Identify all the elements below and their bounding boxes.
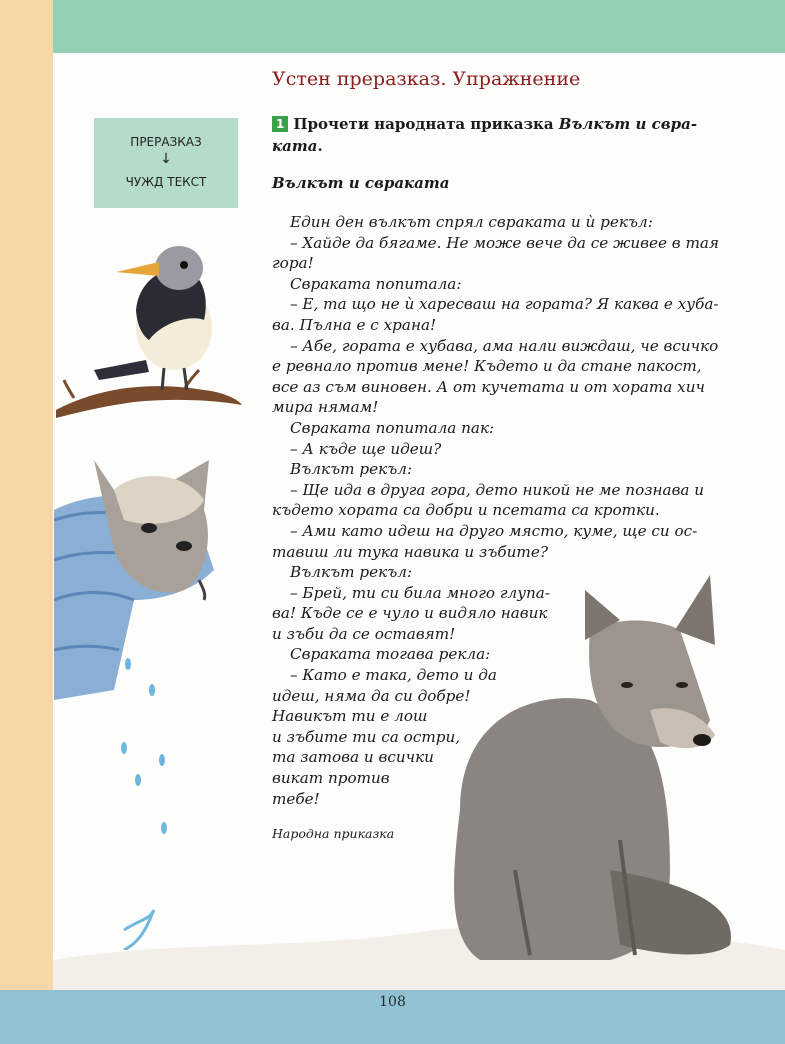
story-line: – Като е така, дето и да <box>290 666 497 685</box>
story-line: Свраката попитала пак: <box>290 418 495 437</box>
story-author: Народна приказка <box>272 826 395 841</box>
story-line: – Абе, гората е хубава, ама нали виждаш, че всичко <box>290 336 719 355</box>
story-line: мира нямам! <box>272 398 379 417</box>
top-band <box>53 0 785 53</box>
story-line: все аз съм виновен. А от кучетата и от хората хич <box>272 377 705 396</box>
story-line: тавиш ли тука навика и зъбите? <box>272 542 548 561</box>
story-line: викат против <box>272 769 390 788</box>
story-line: – Ами като идеш на друго място, куме, ще си ос- <box>290 521 698 540</box>
story-line: тебе! <box>272 789 320 808</box>
story-line: – А къде ще идеш? <box>290 439 442 458</box>
task-period: . <box>317 137 323 155</box>
task-story-name-2: ката <box>272 137 318 155</box>
story-line: ва! Къде се е чуло и видяло навик <box>272 604 548 623</box>
story-line: гора! <box>272 254 314 273</box>
story-line: ва. Пълна е с храна! <box>272 315 437 334</box>
story-line: и зъби да се оставят! <box>272 624 456 643</box>
label-line-foreign-text: ЧУЖД ТЕКСТ <box>125 175 207 189</box>
page-number: 108 <box>379 994 406 1010</box>
story-line: Един ден вълкът спрял свраката и ѝ рекъл: <box>290 213 653 231</box>
story-line: – Ще ида в друга гора, дето никой не ме познава и <box>290 480 705 499</box>
story-line: идеш, няма да си добре! <box>272 686 471 705</box>
story-line: – Хайде да бягаме. Не може вече да се живее в тая <box>290 233 719 252</box>
story-title: Вълкът и свраката <box>272 174 450 192</box>
section-title: Устен преразказ. Упражнение <box>272 68 581 90</box>
story-line: Вълкът рекъл: <box>290 460 413 479</box>
story-line: е ревнало против мене! Където и да стане пакост, <box>272 357 702 376</box>
task-story-name-1: Вълкът и свра- <box>558 115 698 133</box>
coyote-illustration <box>420 570 750 965</box>
story-line: и зъбите ти са остри, <box>272 727 461 746</box>
story-line: – Е, та що не ѝ харесваш на гората? Я каква е хуба- <box>290 295 719 314</box>
task-text: Прочети народната приказка <box>293 115 559 133</box>
topic-label-box <box>94 118 238 208</box>
crying-wolf-illustration <box>54 450 244 950</box>
label-line-retelling: ПРЕРАЗКАЗ <box>130 135 202 149</box>
story-line: Свраката тогава рекла: <box>290 645 491 664</box>
story-line: та затова и всички <box>272 748 434 767</box>
task-number-badge: 1 <box>272 116 288 132</box>
story-line: Свраката попитала: <box>290 274 462 293</box>
story-line: Вълкът рекъл: <box>290 563 413 582</box>
story-line: – Брей, ти си била много глупа- <box>290 583 550 602</box>
story-line: Навикът ти е лош <box>272 707 428 726</box>
story-line: където хората са добри и псетата са кротки. <box>272 501 660 520</box>
task-instruction <box>272 113 742 157</box>
magpie-illustration <box>54 240 244 420</box>
left-margin-stripe <box>0 0 53 990</box>
down-arrow-icon: ↓ <box>160 151 172 167</box>
